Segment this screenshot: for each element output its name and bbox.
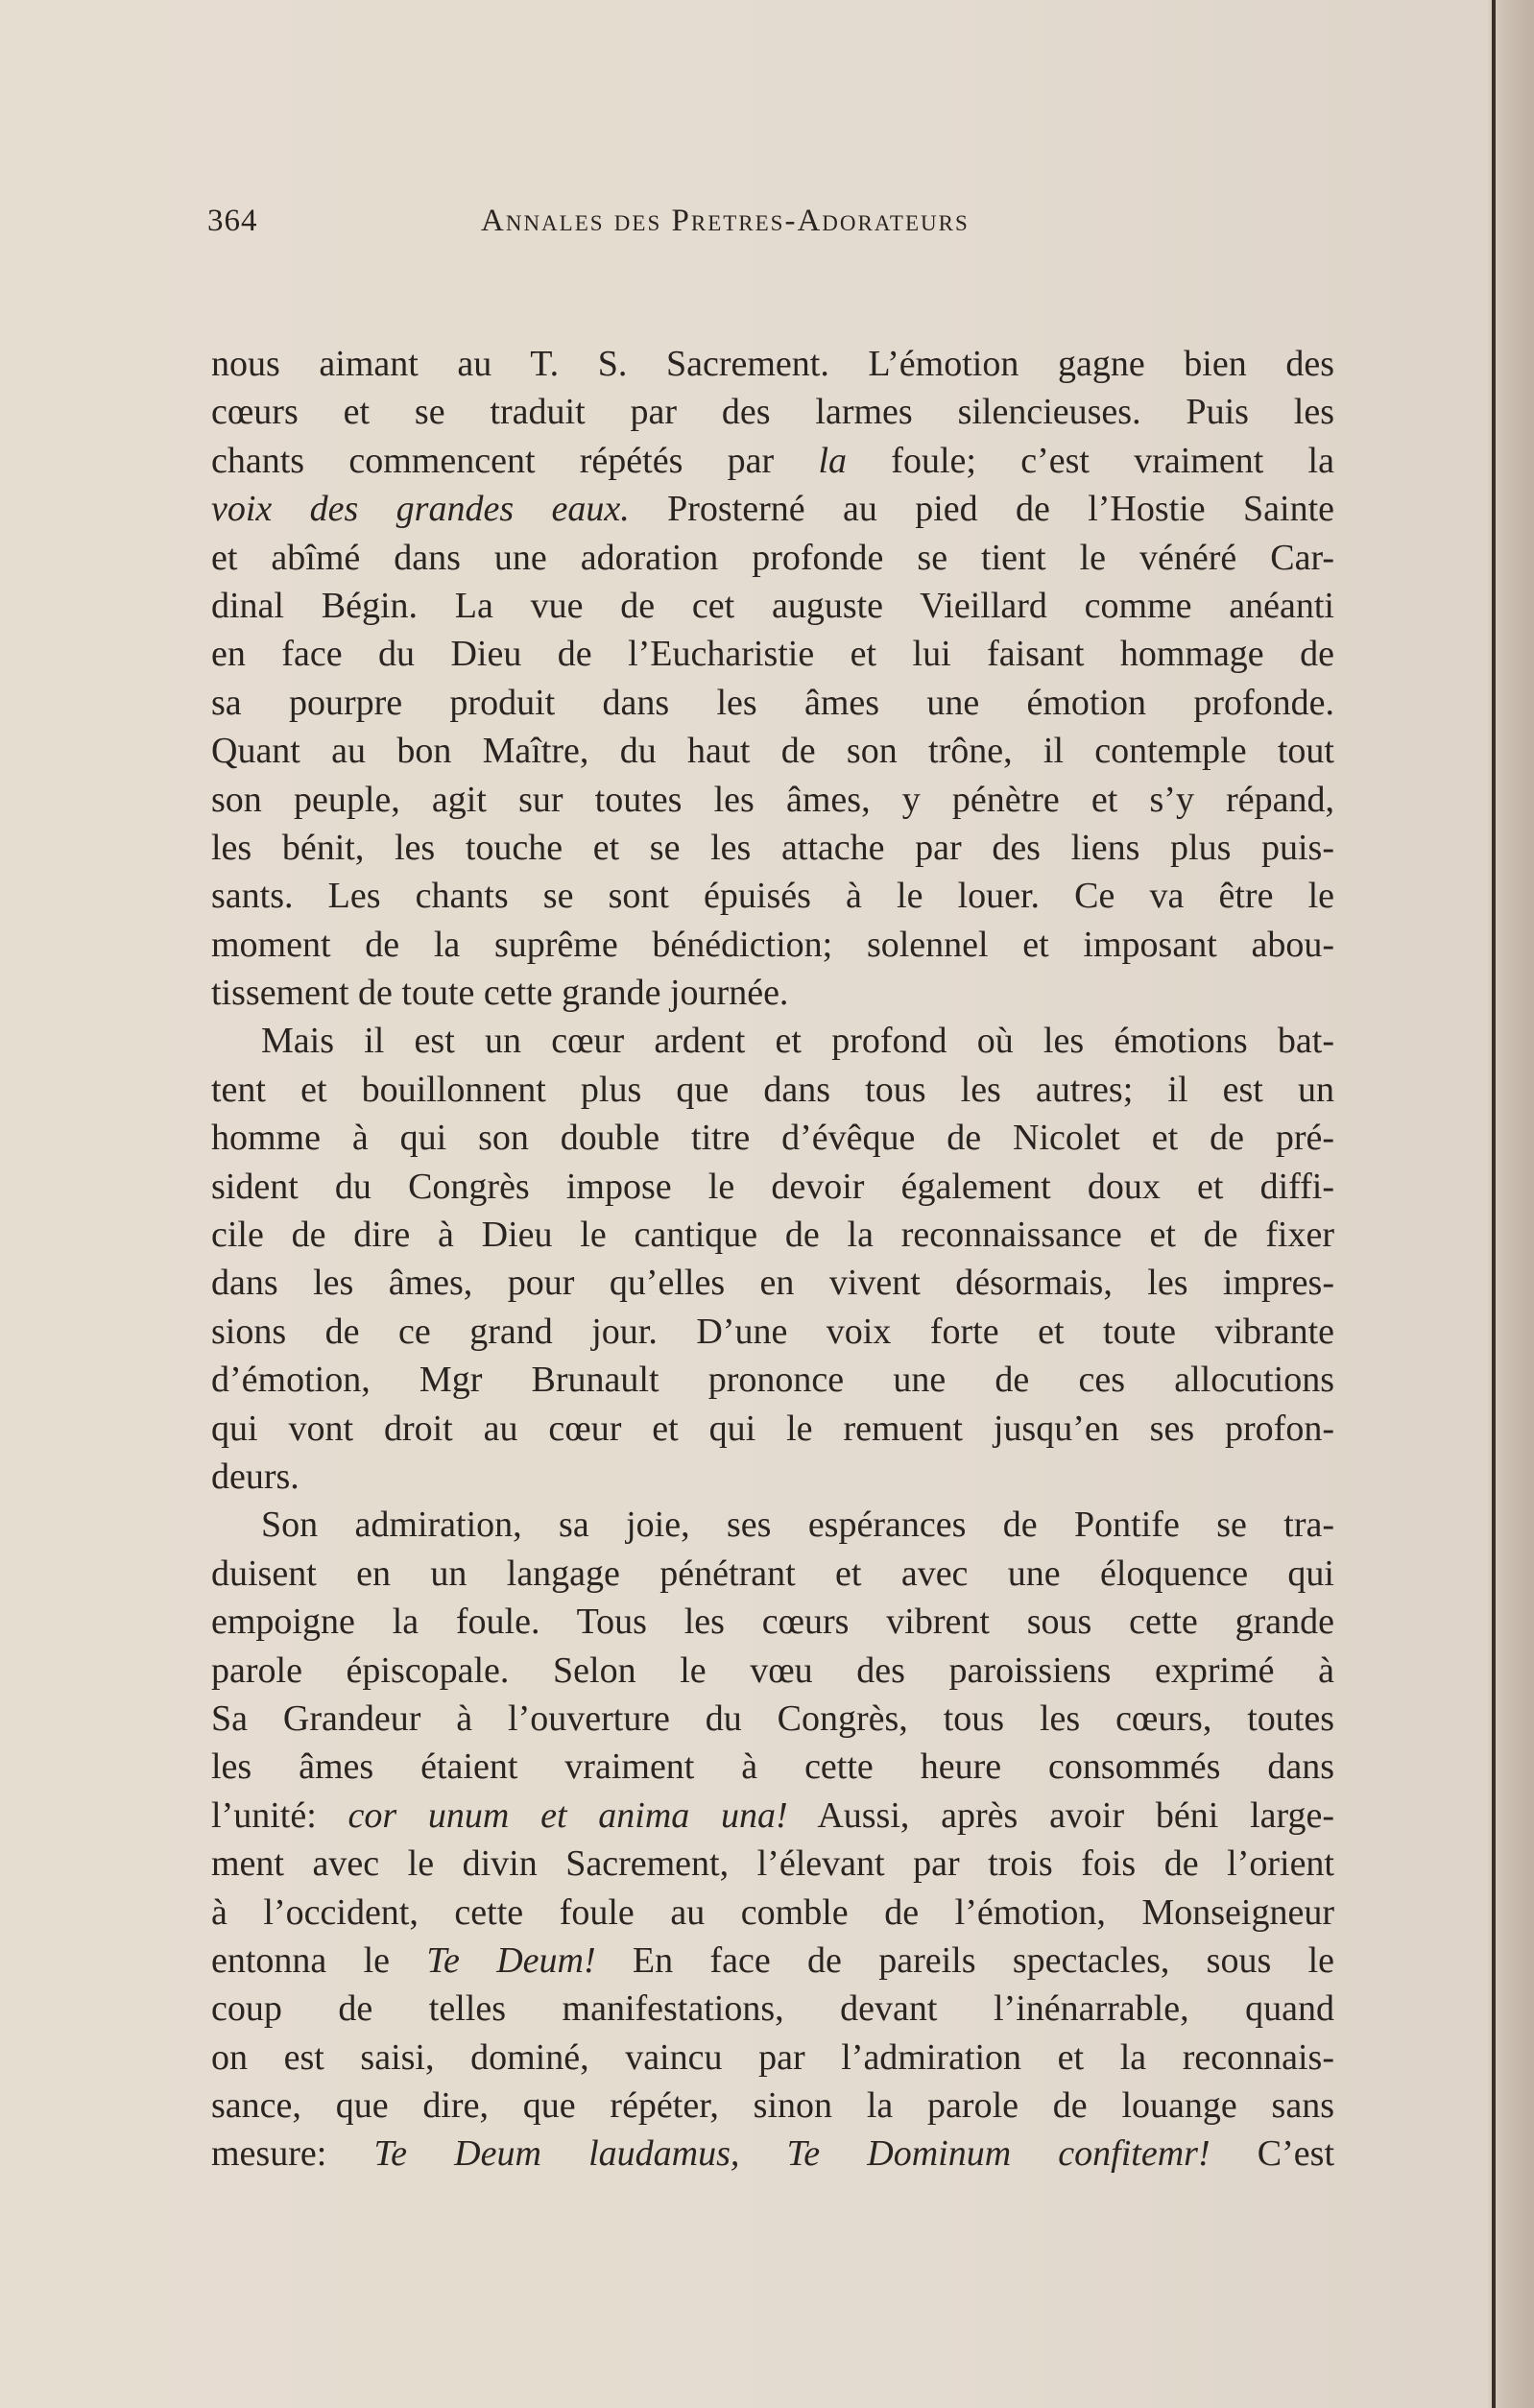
page-number: 364 (207, 204, 258, 238)
text-line: coup de telles manifestations, devant l’inénarrable, quand (211, 1988, 1334, 2030)
text-line: on est saisi, dominé, vaincu par l’admiration et la reconnais- (211, 2036, 1334, 2078)
text-line: entonna le Te Deum! En face de pareils spectacles, sous le (211, 1939, 1334, 1981)
body-text (211, 340, 1334, 2179)
italic-phrase: cor unum et anima una! (348, 1794, 788, 1836)
text-line: voix des grandes eaux. Prosterné au pied de l’Hostie Sainte (211, 489, 1334, 530)
text-line: dans les âmes, pour qu’elles en vivent désormais, les impres- (211, 1263, 1334, 1304)
text-line: nous aimant au T. S. Sacrement. L’émotion gagne bien des (211, 344, 1334, 384)
text-line: les âmes étaient vraiment à cette heure consommés dans (211, 1746, 1334, 1788)
page-header (207, 204, 1340, 242)
running-head: Annales des Pretres-Adorateurs (481, 204, 970, 238)
text-line: Son admiration, sa joie, ses espérances de Pontife se tra- (261, 1505, 1334, 1546)
italic-phrase: la (818, 440, 848, 481)
text-line: ment avec le divin Sacrement, l’élevant par trois fois de l’orient (211, 1843, 1334, 1885)
text-line: empoigne la foule. Tous les cœurs vibrent sous cette grande (211, 1601, 1334, 1643)
text-line: sants. Les chants se sont épuisés à le louer. Ce va être le (211, 876, 1334, 917)
text-line: parole épiscopale. Selon le vœu des paroissiens exprimé à (211, 1649, 1334, 1691)
text-line: deurs. (211, 1456, 300, 1497)
text-line: d’émotion, Mgr Brunault prononce une de ces allocutions (211, 1360, 1334, 1401)
text-line: sions de ce grand jour. D’une voix forte et toute vibrante (211, 1311, 1334, 1352)
text-line: moment de la suprême bénédiction; solennel et imposant abou- (211, 924, 1334, 965)
text-line: cile de dire à Dieu le cantique de la reconnaissance et de fixer (211, 1215, 1334, 1256)
text-line: l’unité: cor unum et anima una! Aussi, après avoir béni large- (211, 1794, 1334, 1836)
italic-phrase: Te Dominum confitemr! (786, 2133, 1210, 2175)
text-line: et abîmé dans une adoration profonde se tient le vénéré Car- (211, 537, 1334, 578)
italic-phrase: Te Deum! (426, 1939, 596, 1981)
text-line: son peuple, agit sur toutes les âmes, y pénètre et s’y répand, (211, 779, 1334, 820)
text-line: en face du Dieu de l’Eucharistie et lui faisant hommage de (211, 634, 1334, 675)
text-line: cœurs et se traduit par des larmes silencieuses. Puis les (211, 392, 1334, 433)
text-line: tissement de toute cette grande journée. (211, 973, 789, 1014)
italic-phrase: voix des grandes eaux. (211, 489, 630, 530)
text-line: chants commencent répétés par la foule; c’est vraiment la (211, 440, 1334, 481)
italic-phrase: Te Deum laudamus, (373, 2133, 740, 2175)
text-line: tent et bouillonnent plus que dans tous les autres; il est un (211, 1069, 1334, 1110)
text-line: qui vont droit au cœur et qui le remuent jusqu’en ses profon- (211, 1408, 1334, 1449)
page-edge-line (1492, 0, 1496, 2408)
text-line: homme à qui son double titre d’évêque de Nicolet et de pré- (211, 1118, 1334, 1159)
text-line: mesure: Te Deum laudamus, Te Dominum confitemr! C’est (211, 2133, 1334, 2175)
text-line: duisent en un langage pénétrant et avec une éloquence qui (211, 1553, 1334, 1594)
text-line: Quant au bon Maître, du haut de son trône, il contemple tout (211, 731, 1334, 772)
text-line: à l’occident, cette foule au comble de l’émotion, Monseigneur (211, 1891, 1334, 1933)
text-line: Sa Grandeur à l’ouverture du Congrès, tous les cœurs, toutes (211, 1698, 1334, 1739)
text-line: sident du Congrès impose le devoir également doux et diffi- (211, 1166, 1334, 1207)
text-line: Mais il est un cœur ardent et profond où les émotions bat- (261, 1021, 1334, 1062)
text-line: sance, que dire, que répéter, sinon la parole de louange sans (211, 2085, 1334, 2127)
text-line: les bénit, les touche et se les attache par des liens plus puis- (211, 827, 1334, 868)
text-line: dinal Bégin. La vue de cet auguste Vieillard comme anéanti (211, 585, 1334, 626)
text-line: sa pourpre produit dans les âmes une émotion profonde. (211, 682, 1334, 723)
